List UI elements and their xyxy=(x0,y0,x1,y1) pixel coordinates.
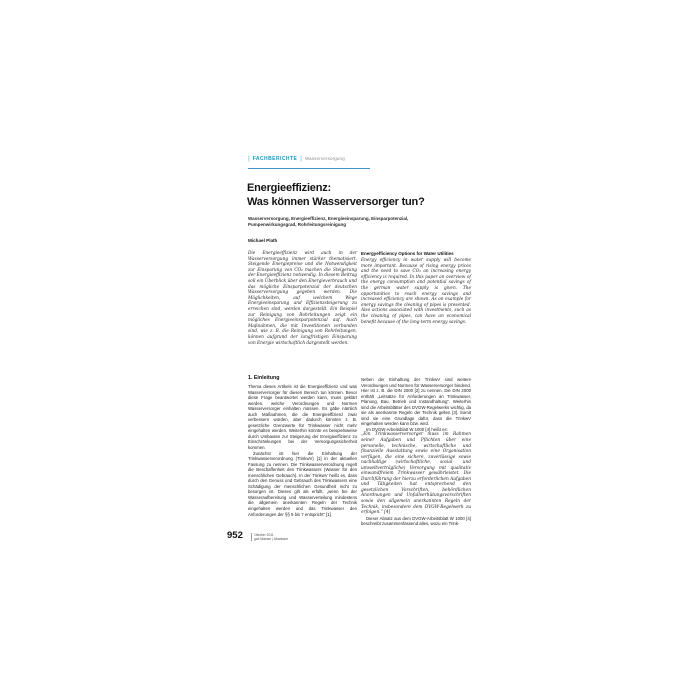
paragraph: Neben der Einhaltung der TrinkwV sind weitere Verordnungen und Normen für Wasserversorger bindend. Hier ist z. B. die DIN 2000 [2] zu nennen. Die DIN 2000 enthält „Leitsätze für Anforderungen an Trinkwasser, Planung, Bau, Betrieb und Instandhaltung“. Weiterhin sind die Arbeitsblätter des DVGW-Regelwerks wichtig, da sie als anerkannte Regeln der Technik gelten [3]. Somit sind sie eine Grundlage dafür, dass die TrinkwV eingehalten werden kann bzw. wird. xyxy=(361,377,471,427)
issue-date: Oktober 2011 xyxy=(254,533,274,537)
body-column-right xyxy=(361,377,471,527)
section-label: FACHBERICHTE xyxy=(252,156,298,162)
abstract-english-title: Energyefficiency Options for Water Utilities xyxy=(361,251,454,256)
article-title-line2: Was können Wasserversorger tun? xyxy=(247,195,425,208)
article-title xyxy=(247,182,457,209)
abstract-english-text: Energy efficiency in water supply will become more important. Because of rising energy prices and the need to save CO₂ an increasing energy efficiency is required. In this paper an overview of the energy consumption and potential savings of the german water supply is given. The opportunities to reach energy savings and increased efficiency are shown. As an example for energy savings the cleaning of pipes is presented. Also actions associated with investments, such as the cleaning of pipes, can have an economical benefit because of the long-term energy savings. xyxy=(361,258,471,325)
page-number: 952 xyxy=(227,530,243,541)
journal-header xyxy=(248,156,345,162)
divider-bar-icon: | xyxy=(300,156,302,162)
issue-info xyxy=(251,533,288,541)
header-rule xyxy=(248,168,370,169)
paragraph: Thema dieses Artikels ist die Energieeffizienz und was Wasserversorger für diesen Bereich tun können. Bevor diese Frage beantwortet werden kann, muss geklärt werden, welche Verordnungen und Normen Wasserversorger einhalten müssen. Es gäbe nämlich auch Maßnahmen, die die Energieeffizienz zwar verbessern würden, aber dadurch könnten z. B. gesetzliche Grenzwerte für Trinkwasser nicht mehr eingehalten werden. Weiterhin könnte es beispielsweise durch Umbauten zur Steigerung der Energieeffizienz zu Einschränkungen bei der Versorgungssicherheit kommen. xyxy=(248,384,357,451)
article-keywords: Wasserversorgung, Energieeffizienz, Energieeinsparung, Einsparpotenzial, Pumpenwirkungsgrad, Rohrleitungsreinigung xyxy=(248,216,409,227)
paragraph: Im DVGW-Arbeitsblatt W 1000 [4] heißt es: xyxy=(366,426,448,432)
category-label: Wasserversorgung xyxy=(304,156,345,161)
article-title-line1: Energieeffizienz: xyxy=(247,182,332,194)
author-name: Michael Plath xyxy=(248,238,278,243)
abstract-english xyxy=(361,251,471,325)
journal-name: gwf-Wasser | Abwasser xyxy=(254,537,289,542)
quote-paragraph: „Ein Trinkwasserversorger muss im Rahmen seiner Aufgaben und Pflichten über eine personelle, technische, wirtschaftliche und finanzielle Ausstattung sowie eine Organisation verfügen, die eine sichere, zuverlässige sowie nachhaltige (wirtschaftliche, sozial- und umweltverträgliche) Versorgung mit qualitativ einwandfreiem Trinkwasser gewährleistet. Die Durchführung der hierzu erforderlichen Aufgaben und Tätigkeiten hat entsprechend den gesetzlichen Vorschriften, behördlichen Anordnungen und Unfallverhütungsvorschriften sowie den allgemein anerkannten Regeln der Technik, insbesondere dem DVGW-Regelwerk zu erfolgen.“ [4] xyxy=(361,432,471,516)
divider-bar-icon: | xyxy=(248,156,250,162)
paragraph: Zunächst ist hier die Einhaltung der Trinkwasserverordnung (TrinkwV) [1] in der aktuellen Fassung zu nennen. Die Trinkwasserverordnung regelt die Beschaffenheit des Trinkwassers (Wasser für den menschlichen Gebrauch). In der TrinkwV heißt es, dass durch den Genuss und Gebrauch des Trinkwassers eine Schädigung der menschlichen Gesundheit nicht zu besorgen ist. Dieses gilt als erfüllt, „wenn bei der Wasseraufbereitung und Wasserverteilung mindestens die allgemein anerkannten Regeln der Technik eingehalten werden und das Trinkwasser den Anforderungen der §§ 5 bis 7 entspricht“ [1] xyxy=(248,450,357,517)
paragraph: Dieser Absatz aus dem DVGW-Arbeitsblatt W 1000 [4] beschreibt zusammenfassend alles, wozu ein Trink- xyxy=(361,515,471,527)
section-heading: 1. Einleitung xyxy=(248,375,280,381)
abstract-german: Die Energieeffizienz wird auch in der Wasserversorgung immer stärker thematisiert. Steigende Energiepreise und die Notwendigkeit zur Einsparung von CO₂ machen die Steigerung der Energieeffizienz notwendig. In diesem Beitrag soll ein Überblick über den Energieverbrauch und das mögliche Einsparpotenzial der deutschen Wasserversorgung gegeben werden. Die Möglichkeiten, auf welchem Wege Energieeinsparung und Effizienzsteigerung zu erreichen sind, werden dargestellt. Ein Beispiel zur Reinigung von Rohrleitungen zeigt ein mögliches Energieeinsparpotenzial auf. Auch Maßnahmen, die mit Investitionen verbunden sind, wie z. B. die Reinigung von Rohrleitungen, können aufgrund der langfristigen Einsparung von Energie wirtschaftlich dargestellt werden. xyxy=(248,251,357,346)
body-column-left xyxy=(248,384,357,517)
